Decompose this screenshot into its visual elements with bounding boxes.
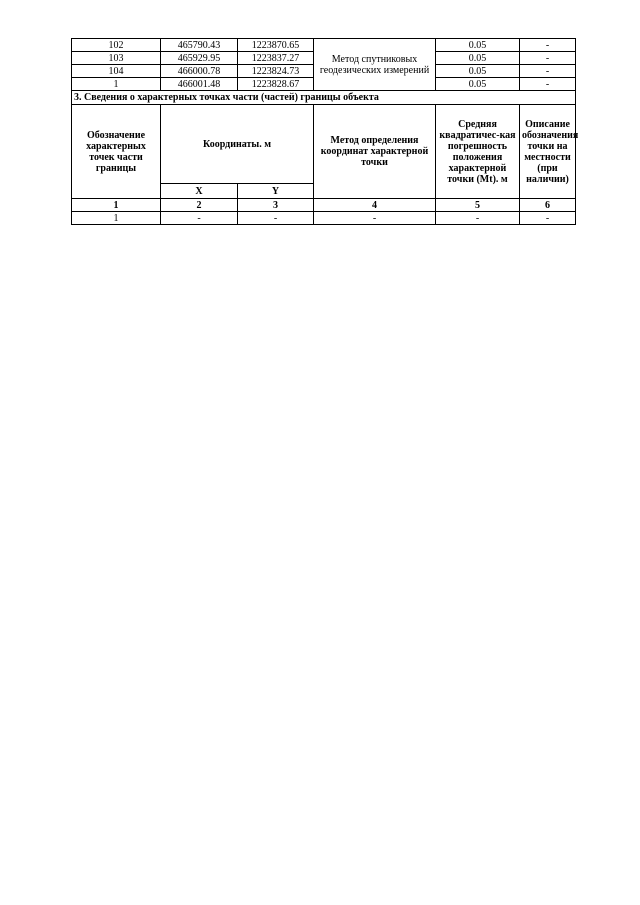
point-cell: 102 bbox=[72, 39, 161, 52]
column-numbers-row bbox=[72, 199, 576, 212]
point-cell: 104 bbox=[72, 65, 161, 78]
error-cell: - bbox=[436, 212, 520, 225]
point-cell: 1 bbox=[72, 78, 161, 91]
error-cell: 0.05 bbox=[436, 39, 520, 52]
method-cell: Метод спутниковых геодезических измерений bbox=[314, 39, 436, 91]
header-error: Средняя квадратичес-кая погрешность положения характерной точки (Mt). м bbox=[436, 105, 520, 199]
method-cell: - bbox=[314, 212, 436, 225]
section-row bbox=[72, 91, 576, 105]
table-row bbox=[72, 212, 576, 225]
x-cell: 466000.78 bbox=[161, 65, 238, 78]
column-number: 3 bbox=[238, 199, 314, 212]
boundary-points-table bbox=[71, 38, 579, 225]
error-cell: 0.05 bbox=[436, 52, 520, 65]
point-cell: 103 bbox=[72, 52, 161, 65]
header-x: X bbox=[161, 184, 238, 199]
description-cell: - bbox=[520, 78, 576, 91]
header-row bbox=[72, 105, 576, 184]
description-cell: - bbox=[520, 52, 576, 65]
error-cell: 0.05 bbox=[436, 78, 520, 91]
header-point-designation: Обозначение характерных точек части границы bbox=[72, 105, 161, 199]
column-number: 6 bbox=[520, 199, 576, 212]
x-cell: 465790.43 bbox=[161, 39, 238, 52]
description-cell: - bbox=[520, 212, 576, 225]
x-cell: 466001.48 bbox=[161, 78, 238, 91]
y-cell: 1223870.65 bbox=[238, 39, 314, 52]
header-y: Y bbox=[238, 184, 314, 199]
header-method: Метод определения координат характерной точки bbox=[314, 105, 436, 199]
y-cell: 1223828.67 bbox=[238, 78, 314, 91]
column-number: 4 bbox=[314, 199, 436, 212]
column-number: 1 bbox=[72, 199, 161, 212]
column-number: 2 bbox=[161, 199, 238, 212]
x-cell: - bbox=[161, 212, 238, 225]
y-cell: 1223824.73 bbox=[238, 65, 314, 78]
y-cell: - bbox=[238, 212, 314, 225]
y-cell: 1223837.27 bbox=[238, 52, 314, 65]
header-description: Описание обозначения точки на местности (при наличии) bbox=[520, 105, 576, 199]
error-cell: 0.05 bbox=[436, 65, 520, 78]
section-title: 3. Сведения о характерных точках части (частей) границы объекта bbox=[72, 91, 576, 105]
x-cell: 465929.95 bbox=[161, 52, 238, 65]
point-cell: 1 bbox=[72, 212, 161, 225]
column-number: 5 bbox=[436, 199, 520, 212]
description-cell: - bbox=[520, 65, 576, 78]
header-coordinates: Координаты. м bbox=[161, 105, 314, 184]
table-row bbox=[72, 39, 576, 52]
description-cell: - bbox=[520, 39, 576, 52]
